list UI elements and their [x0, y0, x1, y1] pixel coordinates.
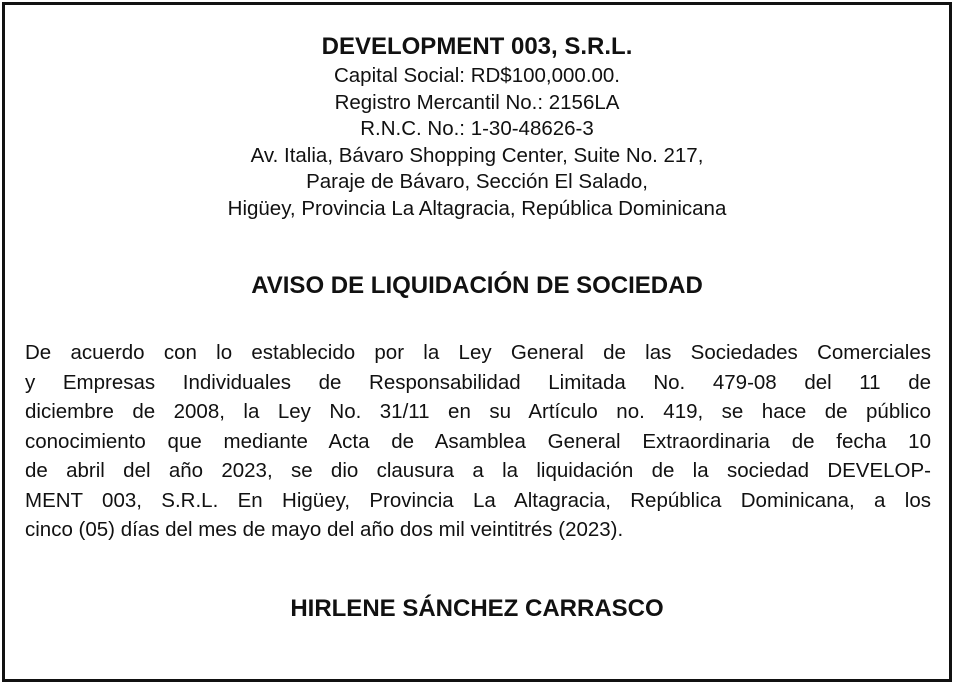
body-line: de abril del año 2023, se dio clausura a la liquidación de la sociedad DEVELOP- — [25, 459, 931, 482]
capital-social: Capital Social: RD$100,000.00. — [333, 64, 621, 87]
notice-body — [25, 338, 931, 545]
body-line: De acuerdo con lo establecido por la Ley General de las Sociedades Comerciales — [25, 341, 931, 364]
rnc-number: R.N.C. No.: 1-30-48626-3 — [360, 117, 594, 140]
notice-title: AVISO DE LIQUIDACIÓN DE SOCIEDAD — [251, 272, 703, 299]
signatory-name: HIRLENE SÁNCHEZ CARRASCO — [290, 595, 664, 622]
body-line: cinco (05) días del mes de mayo del año dos mil veintitrés (2023). — [25, 518, 624, 541]
company-name: DEVELOPMENT 003, S.R.L. — [321, 33, 633, 60]
body-line: MENT 003, S.R.L. En Higüey, Provincia La Altagracia, República Dominicana, a los — [25, 488, 931, 512]
registro-mercantil: Registro Mercantil No.: 2156LA — [334, 90, 620, 114]
address-line-2: Paraje de Bávaro, Sección El Salado, — [306, 170, 648, 193]
address-line-3: Higüey, Provincia La Altagracia, República Dominicana — [227, 196, 727, 220]
address-line-1: Av. Italia, Bávaro Shopping Center, Suite No. 217, — [250, 143, 704, 167]
body-line: y Empresas Individuales de Responsabilidad Limitada No. 479-08 del 11 de — [25, 370, 931, 394]
company-header — [5, 32, 949, 222]
body-line: conocimiento que mediante Acta de Asamblea General Extraordinaria de fecha 10 — [25, 429, 931, 453]
notice-frame — [2, 2, 952, 682]
body-line: diciembre de 2008, la Ley No. 31/11 en su Artículo no. 419, se hace de público — [25, 400, 931, 423]
